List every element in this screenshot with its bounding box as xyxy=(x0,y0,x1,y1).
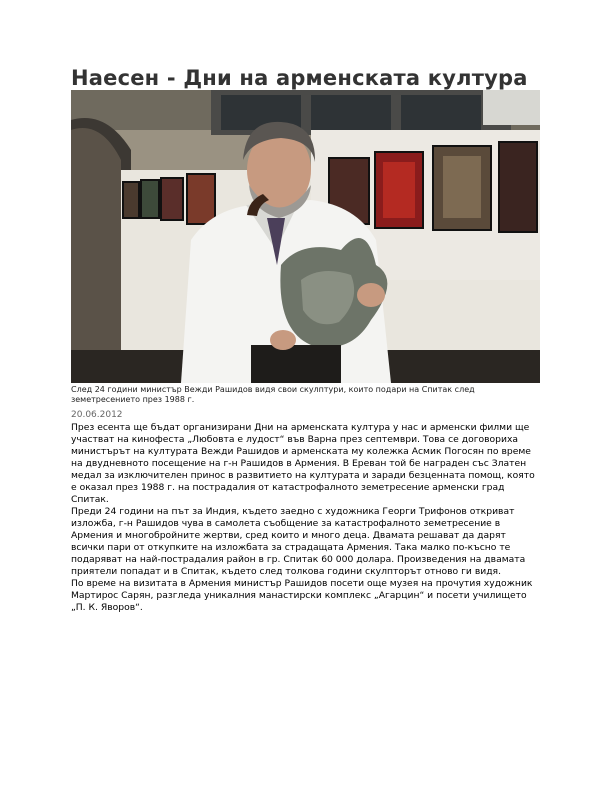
article-body xyxy=(71,422,541,614)
publish-date: 20.06.2012 xyxy=(71,410,123,420)
article-title: Наесен - Дни на арменската култура xyxy=(71,66,528,90)
photo-caption: След 24 години министър Вежди Рашидов видя свои скулптури, които подари на Спитак след земетресението през 1988 г. xyxy=(71,385,475,404)
article-paragraph: Преди 24 години на път за Индия, където заедно с художника Георги Трифонов откриват изложба, г-н Рашидов чува в самолета съобщение за катастрофалното земетресение в Армения и многобройните жертви, сред които и много деца. Двамата решават да дарят всички пари от откупките на изложбата за страдащата Армения. Така малко по-късно те подаряват на най-пострадалия район в гр. Спитак 60 000 долара. Произведения на двамата приятели попадат и в Спитак, където след толкова години скулпторът отново ги видя. xyxy=(71,506,526,577)
article-paragraph: По време на визитата в Армения министър Рашидов посети още музея на прочутия художник Мартирос Сарян, разгледа уникалния манастирски комплекс „Агарцин“ и посети училището „П. К. Яворов“. xyxy=(71,578,533,613)
article-photo xyxy=(71,90,540,383)
article-paragraph: През есента ще бъдат организирани Дни на арменската култура у нас и арменски филми ще участват на кинофеста „Любовта е лудост“ във Варна през септември. Това се договориха министърът на културата Вежди Рашидов и арменската му колежка Асмик Погосян по време на двудневното посещение на г-н Рашидов в Армения. В Ереван той бе награден със Златен медал за изключителен принос в развитието на културата и заради безценната помощ, която е оказал през 1988 г. на пострадалия от катастрофалното земетресение арменски град Спитак. xyxy=(71,422,535,505)
